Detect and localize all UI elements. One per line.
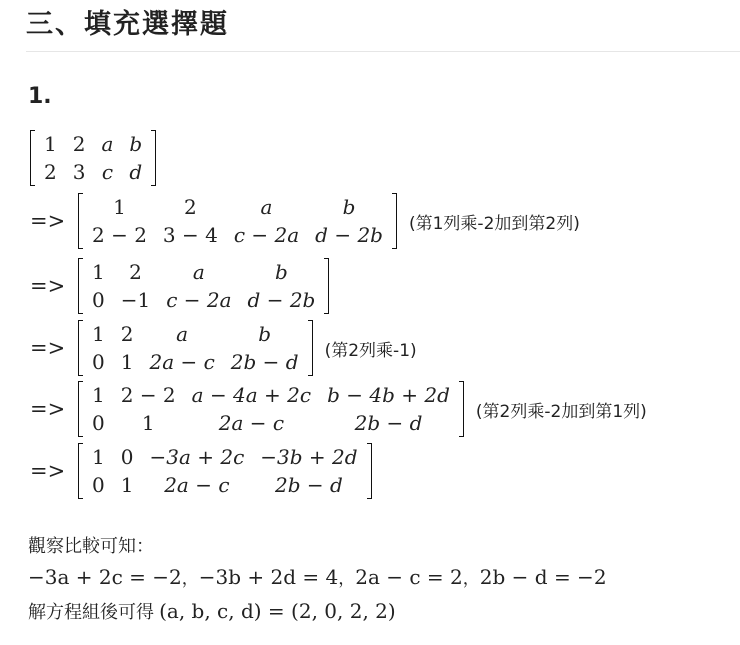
matrix-column bbox=[141, 443, 252, 499]
matrix-step-3 bbox=[30, 258, 329, 314]
matrix-cell: 1 bbox=[92, 260, 105, 284]
matrix-column bbox=[155, 193, 226, 249]
matrix-cell: 1 bbox=[92, 322, 105, 346]
matrix-step-5 bbox=[30, 381, 647, 437]
matrix-cell: c bbox=[101, 160, 114, 184]
matrix-column bbox=[65, 130, 94, 186]
matrix-cell: 1 bbox=[92, 383, 105, 407]
matrix-cell: b bbox=[342, 195, 356, 219]
implies-arrow: => bbox=[30, 336, 66, 360]
implies-arrow: => bbox=[30, 397, 66, 421]
matrix-step-4 bbox=[30, 320, 417, 376]
matrix-cell: 1 bbox=[44, 132, 57, 156]
matrix-cell: b − 4b + 2d bbox=[327, 383, 450, 407]
section-title: 三、填充選擇題 bbox=[26, 9, 229, 40]
operation-note: (第2列乘-2加到第1列) bbox=[475, 401, 647, 422]
matrix-column bbox=[84, 443, 113, 499]
equation-line bbox=[28, 564, 607, 589]
matrix-column bbox=[84, 258, 113, 314]
operation-note: (第2列乘-1) bbox=[324, 340, 417, 361]
matrix-column bbox=[36, 130, 65, 186]
matrix-column bbox=[113, 320, 142, 376]
matrix-column bbox=[184, 381, 319, 437]
matrix-column bbox=[121, 130, 150, 186]
matrix-cell: b bbox=[258, 322, 272, 346]
matrix-cell: a bbox=[176, 322, 189, 346]
matrix bbox=[78, 258, 329, 314]
matrix-cell: 2a − c bbox=[218, 411, 285, 435]
matrix-step-1 bbox=[30, 130, 156, 186]
matrix-cell: 2a − c bbox=[149, 350, 215, 374]
matrix-column bbox=[84, 381, 113, 437]
matrix bbox=[78, 381, 464, 437]
solution-prefix: 解方程組後可得 bbox=[28, 602, 154, 623]
matrix-cell: 2 − 2 bbox=[120, 383, 176, 407]
matrix-cell: d − 2b bbox=[247, 288, 316, 312]
solution-line bbox=[28, 598, 396, 624]
matrix-cell: 2 bbox=[72, 132, 86, 156]
matrix-column bbox=[158, 258, 239, 314]
matrix-column bbox=[240, 258, 324, 314]
matrix-cell: 0 bbox=[92, 288, 105, 312]
matrix-cell: d − 2b bbox=[315, 223, 383, 247]
matrix-cell: c − 2a bbox=[166, 288, 232, 312]
matrix-cell: 1 bbox=[141, 411, 155, 435]
matrix bbox=[78, 320, 313, 376]
matrix-cell: 0 bbox=[92, 411, 105, 435]
equation: −3a + 2c = −2 bbox=[28, 565, 182, 589]
matrix-cell: 3 − 4 bbox=[162, 223, 218, 247]
matrix-column bbox=[223, 320, 307, 376]
question-number: 1. bbox=[28, 84, 52, 109]
matrix-cell: d bbox=[129, 160, 143, 184]
matrix-cell: 2b − d bbox=[275, 473, 343, 497]
matrix-column bbox=[84, 320, 113, 376]
operation-note: (第1列乘-2加到第2列) bbox=[408, 213, 580, 234]
implies-arrow: => bbox=[30, 274, 66, 298]
matrix-cell: 2b − d bbox=[230, 350, 299, 374]
matrix-cell: 1 bbox=[120, 350, 134, 374]
matrix-cell: 2b − d bbox=[354, 411, 423, 435]
matrix-column bbox=[226, 193, 307, 249]
matrix-cell: 2 bbox=[184, 195, 197, 219]
matrix-cell: 2 bbox=[44, 160, 57, 184]
matrix bbox=[78, 443, 372, 499]
matrix-cell: a bbox=[101, 132, 114, 156]
matrix-cell: 3 bbox=[72, 160, 86, 184]
matrix-cell: b bbox=[129, 132, 143, 156]
equation: 2b − d = −2 bbox=[479, 565, 607, 589]
matrix-cell: 2a − c bbox=[164, 473, 230, 497]
matrix-cell: −3a + 2c bbox=[149, 445, 245, 469]
solution-math: (a, b, c, d) = (2, 0, 2, 2) bbox=[159, 599, 396, 623]
observe-label: 觀察比較可知： bbox=[28, 536, 154, 557]
matrix-cell: a bbox=[260, 195, 273, 219]
matrix-cell: 0 bbox=[92, 350, 105, 374]
matrix-column bbox=[93, 130, 121, 186]
equation: −3b + 2d = 4 bbox=[198, 565, 339, 589]
equation-separator: ， bbox=[181, 569, 199, 589]
matrix-cell: −3b + 2d bbox=[260, 445, 358, 469]
matrix bbox=[30, 130, 156, 186]
matrix-cell: 2 bbox=[120, 322, 134, 346]
matrix-column bbox=[113, 443, 142, 499]
implies-arrow: => bbox=[30, 209, 66, 233]
equation-separator: ， bbox=[338, 569, 356, 589]
matrix-step-6 bbox=[30, 443, 372, 499]
matrix-column bbox=[252, 443, 365, 499]
matrix-cell: 0 bbox=[120, 445, 134, 469]
matrix-column bbox=[141, 320, 222, 376]
matrix-cell: 2 − 2 bbox=[92, 223, 147, 247]
equation: 2a − c = 2 bbox=[355, 565, 463, 589]
matrix bbox=[78, 193, 397, 249]
matrix-step-2 bbox=[30, 193, 580, 249]
matrix-column bbox=[319, 381, 458, 437]
matrix-column bbox=[113, 381, 184, 437]
matrix-cell: 1 bbox=[113, 195, 126, 219]
equation-separator: ， bbox=[462, 569, 480, 589]
matrix-column bbox=[307, 193, 391, 249]
matrix-cell: 1 bbox=[120, 473, 134, 497]
matrix-cell: −1 bbox=[120, 288, 151, 312]
matrix-cell: a − 4a + 2c bbox=[191, 383, 312, 407]
matrix-cell: 2 bbox=[129, 260, 142, 284]
matrix-cell: b bbox=[275, 260, 288, 284]
matrix-column bbox=[84, 193, 155, 249]
matrix-column bbox=[113, 258, 158, 314]
section-divider bbox=[26, 51, 740, 52]
matrix-cell: 0 bbox=[92, 473, 105, 497]
matrix-cell: 1 bbox=[92, 445, 105, 469]
matrix-cell: a bbox=[192, 260, 205, 284]
implies-arrow: => bbox=[30, 459, 66, 483]
matrix-cell: c − 2a bbox=[233, 223, 300, 247]
